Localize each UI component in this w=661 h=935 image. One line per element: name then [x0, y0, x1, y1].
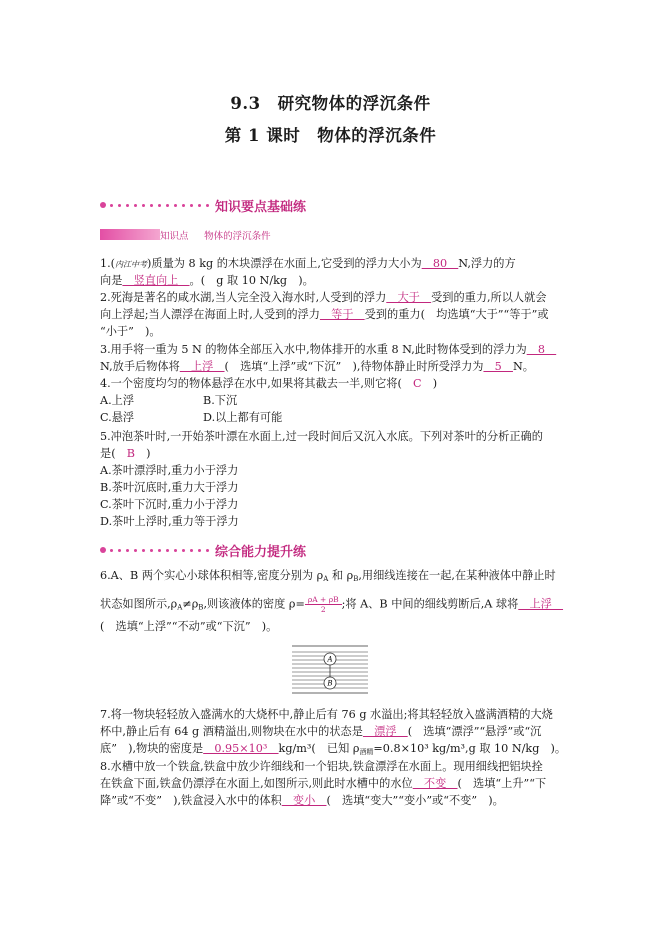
- q6-line3: ( 选填“上浮”“不动”或“下沉” )。: [100, 620, 278, 633]
- q7-line2: 杯中,静止后有 64 g 酒精溢出,则物块在水中的状态是 漂浮 ( 选填“漂浮”“悬浮”或“沉: [100, 725, 542, 738]
- q4-option-c: C.悬浮: [100, 411, 135, 424]
- q4-answer: C: [413, 377, 422, 390]
- section-title-advanced: 综合能力提升练: [215, 545, 307, 560]
- knowledge-point-label: [160, 228, 271, 242]
- q3-answer2: 上浮: [179, 360, 225, 373]
- q4-option-d: D.以上都有可能: [203, 411, 283, 424]
- q7-answer1: 漂浮: [362, 725, 408, 738]
- q7-line3: 底” ),物块的密度是 0.95×10³ kg/m³( 已知 $\rho_{酒精}=0.8\times 10^3$ kg/m³,g 取 10 N/kg )。: [100, 742, 567, 756]
- q3-line2: N,放手后物体将 上浮 ( 选填“上浮”或“下沉” ),待物体静止时所受浮力为 5 N。: [100, 360, 534, 373]
- chapter-title: 9.3 研究物体的浮沉条件: [230, 94, 431, 113]
- q7-line1: 7.将一物块轻轻放入盛满水的大烧杯中,静止后有 76 g 水溢出;将其轻轻放入盛满酒精的大烧: [100, 708, 553, 721]
- q6-line1: 6.A、B 两个实心小球体积相等,密度分别为 $\rho_A$ 和 $\rho_B$,用细线连接在一起,在某种液体中静止时: [100, 569, 556, 583]
- q6-answer2: 上浮: [518, 597, 564, 611]
- q8-line3: 降”或“不变” ),铁盒浸入水中的体积 变小 ( 选填“变大”“变小”或“不变” )。: [100, 794, 504, 807]
- q5-line1: 5.冲泡茶叶时,一开始茶叶漂在水面上,过一段时间后又沉入水底。下列对茶叶的分析正确的: [100, 430, 543, 443]
- q5-option-a: A.茶叶漂浮时,重力小于浮力: [100, 464, 239, 477]
- q4-option-b: B.下沉: [203, 394, 238, 407]
- section-title-basic: 知识要点基础练: [215, 200, 307, 215]
- knowledge-point-tag: 知识点: [160, 231, 189, 242]
- q1-line2: 向是 竖直向上 。( g 取 10 N/kg )。: [100, 274, 314, 287]
- q6-fraction: $\frac{\rho A + \rho B}{2}$: [305, 595, 342, 614]
- q6-line2: 状态如图所示$,\rho_A\ne\rho_B$,则该液体的密度 ρ= $\frac{\rho A + \rho B}{2}$ ;将 A、B 中间的细线剪断后,A 球将 上浮: [100, 595, 564, 614]
- ball-b-label: B: [327, 679, 333, 688]
- q6-figure: [290, 642, 370, 697]
- q2-line2: 向上浮起;当人漂浮在海面上时,人受到的浮力 等于 受到的重力( 均选填“大于”“等于”或: [100, 308, 549, 321]
- q1-source: 内江中考: [115, 260, 148, 269]
- lesson-title: 第 1 课时 物体的浮沉条件: [224, 126, 437, 145]
- q1-answer1: 80: [421, 257, 459, 270]
- q3-answer3: 5: [483, 360, 513, 373]
- q1-answer2: 竖直向上: [122, 274, 190, 287]
- q5-option-b: B.茶叶沉底时,重力大于浮力: [100, 481, 239, 494]
- ball-a-label: A: [327, 655, 333, 664]
- q1-line1: 1.(内江中考)质量为 8 kg 的木块漂浮在水面上,它受到的浮力大小为 80 N,浮力的方: [100, 257, 516, 270]
- knowledge-point-name: 物体的浮沉条件: [204, 231, 271, 242]
- knowledge-point-bar: [100, 229, 160, 240]
- q2-line1: 2.死海是著名的咸水湖,当人完全没入海水时,人受到的浮力 大于 受到的重力,所以人就会: [100, 291, 547, 304]
- q4-option-a: A.上浮: [100, 394, 135, 407]
- q5-option-c: C.茶叶下沉时,重力小于浮力: [100, 498, 239, 511]
- q5-answer: B: [126, 447, 135, 460]
- section-divider-dots-2: [100, 549, 210, 552]
- q8-line2: 在铁盒下面,铁盒仍漂浮在水面上,如图所示,则此时水槽中的水位 不变 ( 选填“上升”“下: [100, 777, 547, 790]
- q2-answer2: 等于: [319, 308, 365, 321]
- q8-answer1: 不变: [412, 777, 458, 790]
- q2-line3: “小于” )。: [100, 325, 161, 338]
- q5-line2: 是( B ): [100, 447, 151, 460]
- q4-stem: 4.一个密度均匀的物体悬浮在水中,如果将其截去一半,则它将( C ): [100, 377, 438, 390]
- q8-line1: 8.水槽中放一个铁盒,铁盒中放少许细线和一个铝块,铁盒漂浮在水面上。现用细线把铝块拴: [100, 760, 543, 773]
- q8-answer2: 变小: [281, 794, 327, 807]
- q3-answer1: 8: [526, 343, 557, 356]
- q7-answer2: 0.95×10³: [203, 742, 279, 755]
- q2-answer1: 大于: [386, 291, 432, 304]
- q3-line1: 3.用手将一重为 5 N 的物体全部压入水中,物体排开的水重 8 N,此时物体受到的浮力为 8: [100, 343, 557, 356]
- q5-option-d: D.茶叶上浮时,重力等于浮力: [100, 515, 239, 528]
- section-divider-dots: [100, 204, 210, 207]
